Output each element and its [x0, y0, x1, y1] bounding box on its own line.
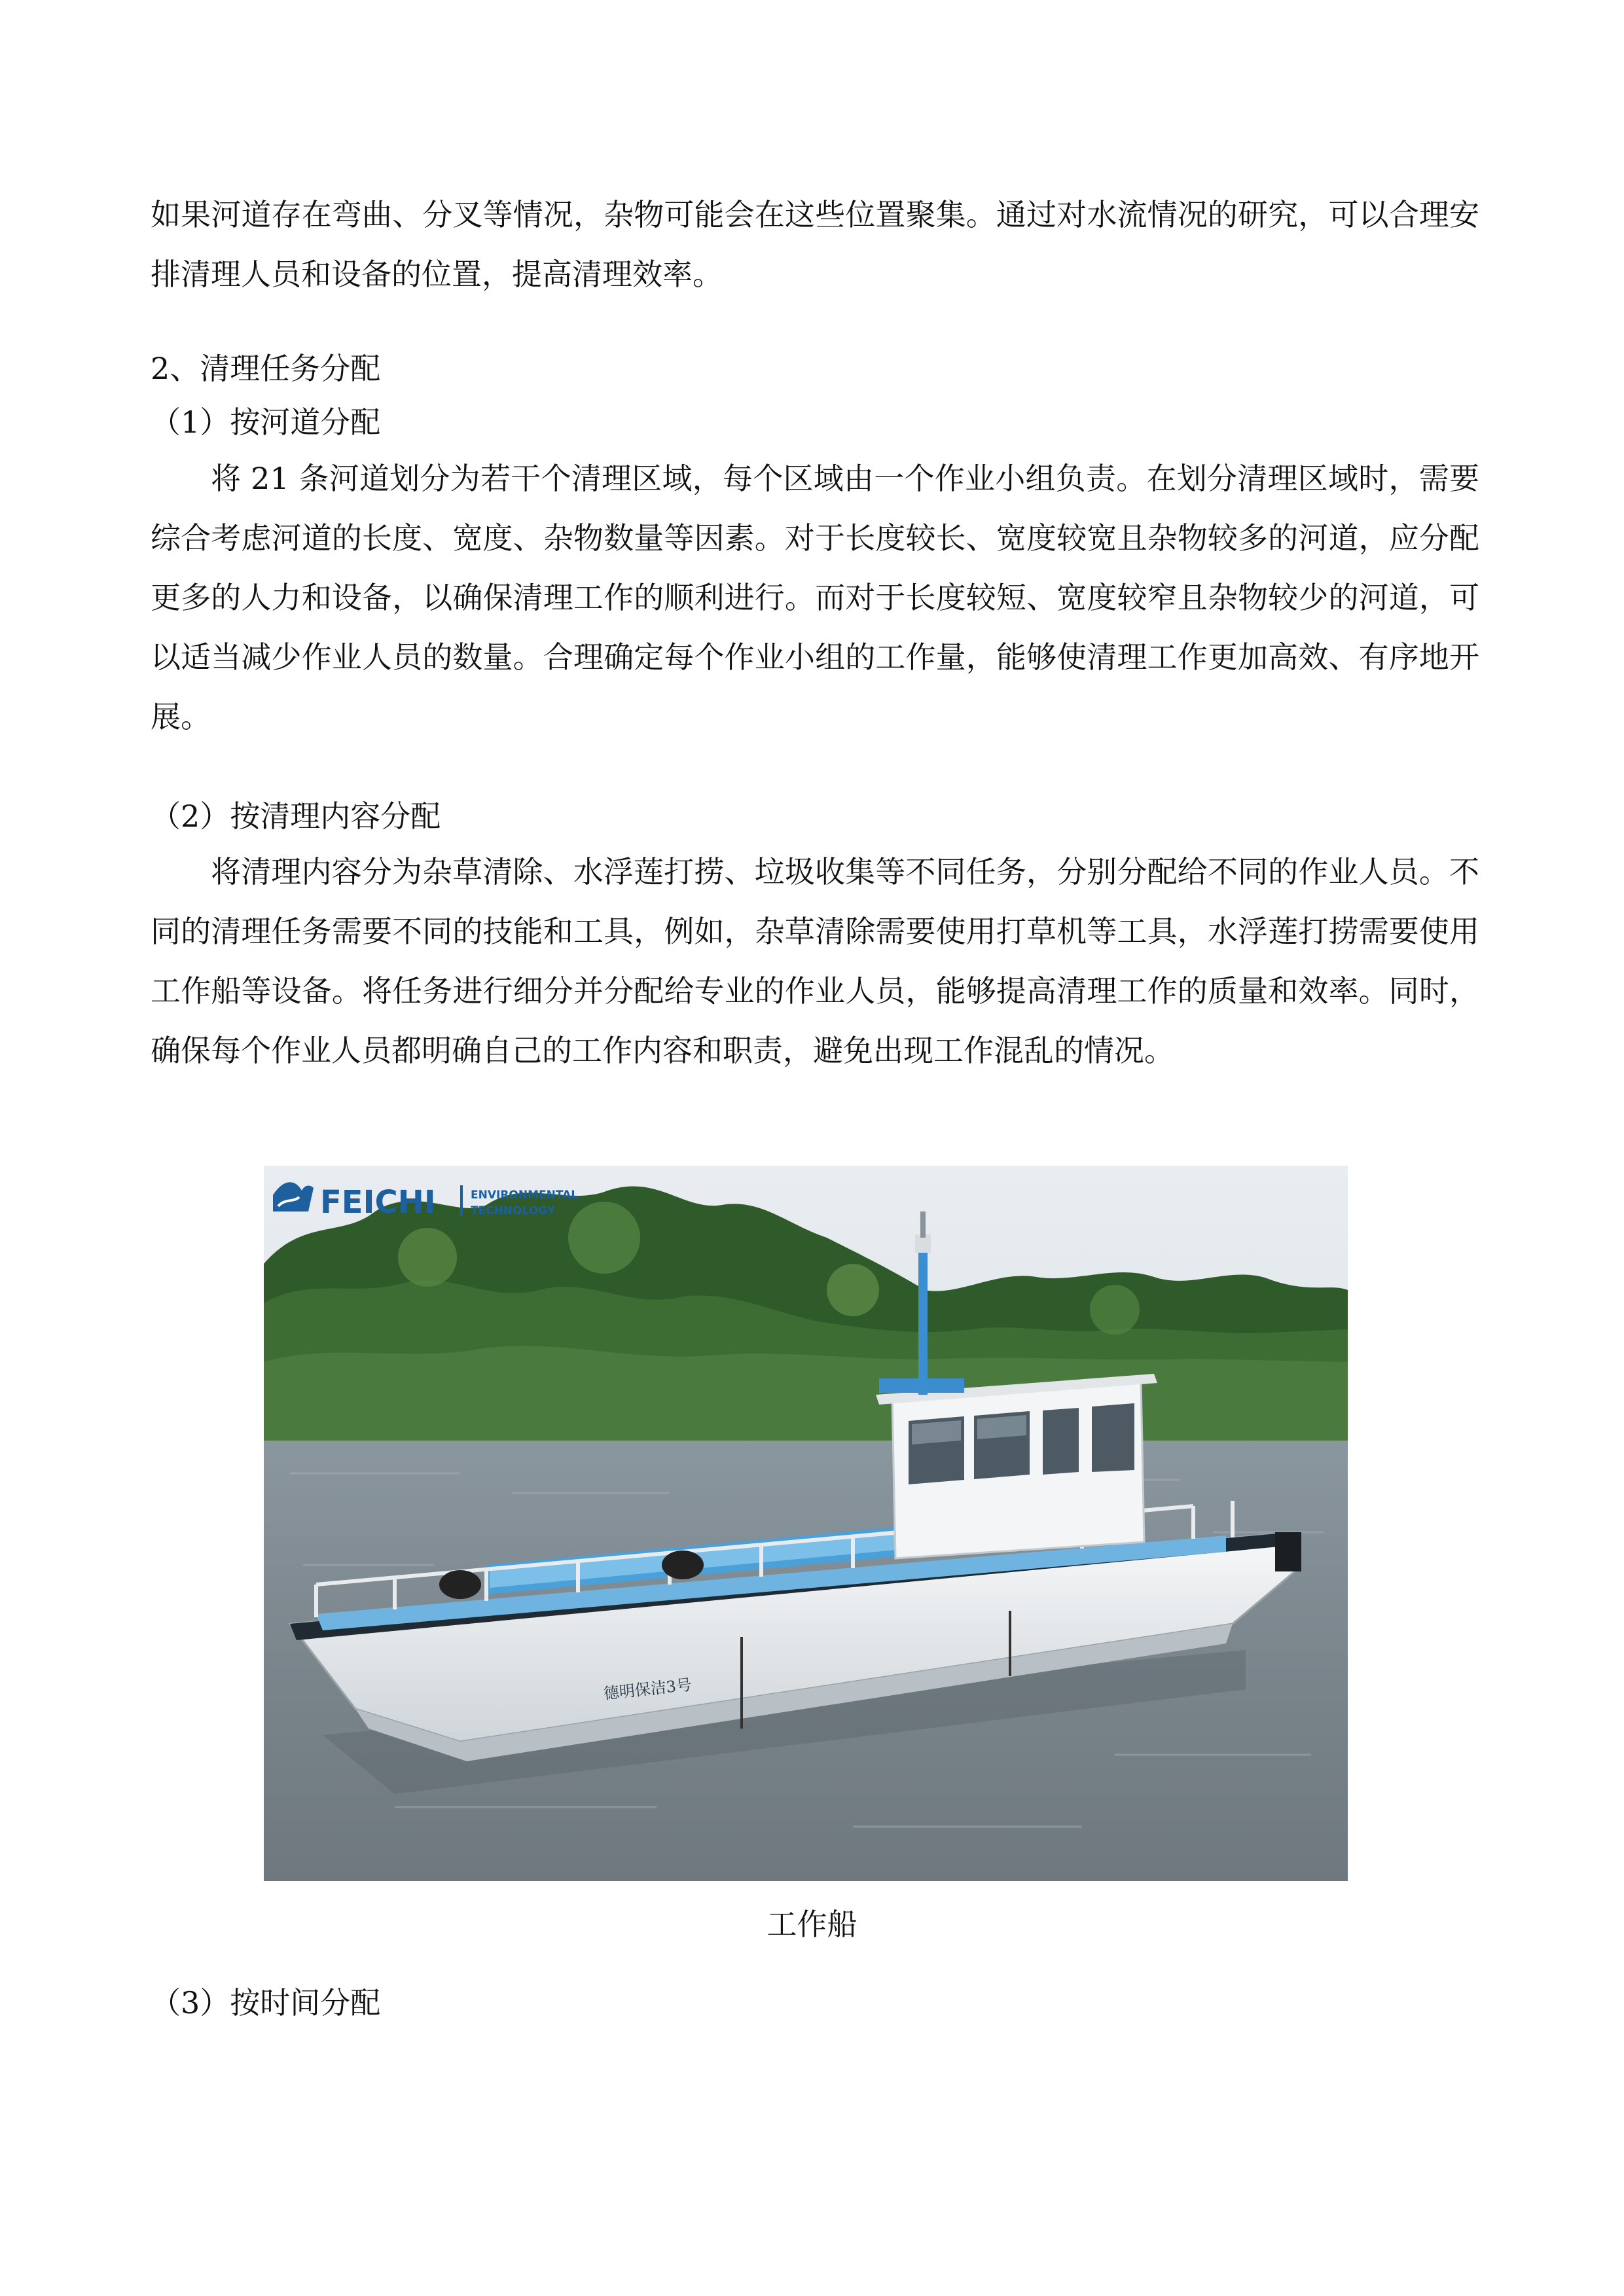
- subheading-by-content: （2）按清理内容分配: [151, 798, 441, 834]
- paragraph-by-river: 将 21 条河道划分为若干个清理区域，每个区域由一个作业小组负责。在划分清理区域时，需要综合考虑河道的长度、宽度、杂物数量等因素。对于长度较长、宽度较宽且杂物较多的河道，应分配更多的人力和设备，以确保清理工作的顺利进行。而对于长度较短、宽度较窄且杂物较少的河道，可以适当减少作业人员的数量。合理确定每个作业小组的工作量，能够使清理工作更加高效、有序地开展。: [151, 461, 1479, 734]
- subheading-by-time: （3）按时间分配: [151, 1985, 381, 2020]
- logo-brand-text: FEICHI: [320, 1184, 436, 1221]
- paragraph-by-content: 将清理内容分为杂草清除、水浮莲打捞、垃圾收集等不同任务，分别分配给不同的作业人员。不同的清理任务需要不同的技能和工具，例如，杂草清除需要使用打草机等工具，水浮莲打捞需要使用工作船等设备。将任务进行细分并分配给专业的作业人员，能够提高清理工作的质量和效率。同时，确保每个作业人员都明确自己的工作内容和职责，避免出现工作混乱的情况。: [151, 854, 1479, 1068]
- section-heading-task-allocation: 2、清理任务分配: [151, 351, 381, 386]
- work-boat-photo: [264, 1166, 1348, 1881]
- logo-tagline-line2: TECHNOLOGY: [471, 1204, 556, 1217]
- figure-caption: 工作船: [767, 1907, 857, 1942]
- paragraph-water-flow: 如果河道存在弯曲、分叉等情况，杂物可能会在这些位置聚集。通过对水流情况的研究，可以合理安排清理人员和设备的位置，提高清理效率。: [151, 197, 1479, 292]
- logo-tagline-line1: ENVIRONMENTAL: [471, 1189, 579, 1202]
- hull-marking: 德明保洁3号: [602, 1675, 693, 1703]
- subheading-by-river: （1）按河道分配: [151, 404, 381, 440]
